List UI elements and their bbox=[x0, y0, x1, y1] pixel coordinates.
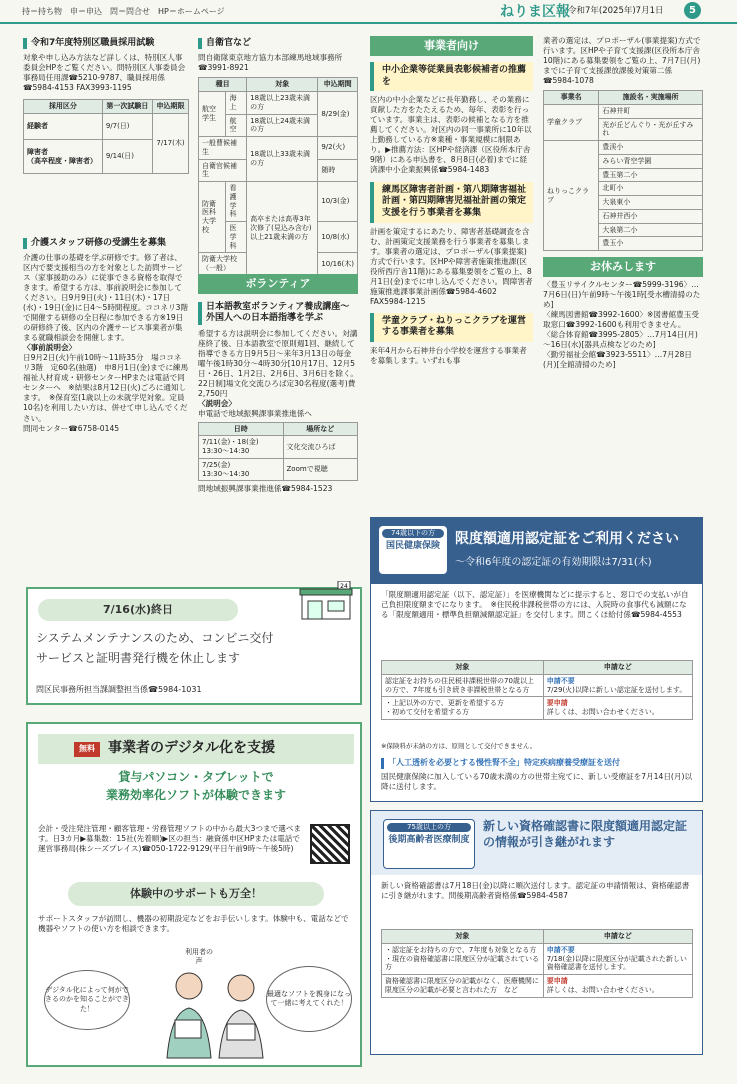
table-header: 申込期間 bbox=[318, 78, 358, 92]
table-cell: 豊渓小 bbox=[599, 141, 703, 155]
nihongo-body: 希望する方は説明会に参加してください。対講座終了後、日本語教室で原則週1回、継続して指導できる方日9月5日～来年3月13日の毎金曜午後1時30分～4時30分[10月17日、12月5日・26日、1月2日、2月6日、3月6日を除く。22日制]場文化交流ひろば定30名程度(選考)費2,750円 bbox=[198, 328, 358, 398]
cell-heading: 要申請 bbox=[546, 977, 568, 985]
digital-section bbox=[26, 722, 362, 1067]
koki-title: 新しい資格確認書に限度額適用認定証の情報が引き継がれます bbox=[483, 819, 688, 849]
support-title: 体験中のサポートも万全！ bbox=[68, 882, 324, 906]
nihongo-sub: 〈説明会〉 bbox=[198, 398, 236, 408]
cell-heading: 申請不要 bbox=[546, 945, 575, 954]
bizsupport-body: 区内の中小企業などに長年勤務し、その業務に貢献した方をたたえるため、毎年、表彰を行っています。事業主は、表彰の候補となる方を推薦してください。対区内の同一事業所に10年以上勤務している方※業種・事業規模に制限あり。▶推薦方法：区HPや経済課（区役所本庁舎9階）にある申込書を、8月8日(必着)までに経済課中小企業振興係☎5984-1483 bbox=[370, 95, 532, 175]
voice-bubble-1: デジタル化によって何ができるのかを知ることができた！ bbox=[44, 970, 130, 1030]
table-cell: 障害者 （高卒程度・障害者） bbox=[24, 140, 103, 174]
page-number: 5 bbox=[684, 2, 701, 19]
table-cell: 看護学科 bbox=[226, 182, 247, 222]
table-header: 採用区分 bbox=[24, 100, 103, 114]
table-cell bbox=[543, 697, 692, 720]
table-cell: 10/16(木) bbox=[318, 253, 358, 276]
table-cell: 一般曹候補生 bbox=[199, 137, 247, 160]
volunteer-heading: ボランティア bbox=[198, 274, 358, 294]
convenience-store-icon bbox=[298, 581, 354, 621]
table-cell bbox=[543, 674, 692, 697]
table-cell: 石神井町 bbox=[599, 104, 703, 118]
conv-line2: サービスと証明書発行機を休止します bbox=[36, 651, 241, 665]
table-header: 事業名 bbox=[544, 91, 599, 105]
cell-text: 詳しくは、お問い合わせください。 bbox=[546, 708, 659, 716]
table-cell: 随時 bbox=[318, 159, 358, 182]
holiday-heading: お休みします bbox=[543, 257, 703, 277]
nihongo-apply: 申電話で地域振興課事業推進係へ bbox=[198, 408, 312, 418]
club-body-cont: 業者の選定は、プロポーザル(事業提案)方式で行います。区HPや子育て支援課(区役所本庁舎10階)にある募集要領をご覧の上、7月7日(月)までに子育て支援課放課後対策第二係☎5984-1078 bbox=[543, 36, 701, 86]
table-cell: 10/3(金) bbox=[318, 182, 358, 222]
cell-heading: 申請不要 bbox=[546, 676, 575, 685]
kokuho-body2: 国民健康保険に加入している70歳未満の方の世帯主宛てに、新しい受療証を7月14日(月)以降に送付します。 bbox=[381, 772, 693, 792]
table-cell: 大泉東小 bbox=[599, 196, 703, 210]
table-header: 対象 bbox=[382, 661, 544, 675]
table-cell: 18歳以上23歳未満の方 bbox=[247, 92, 318, 115]
business-heading: 事業者向け bbox=[370, 36, 533, 56]
digital-title: 事業者のデジタル化を支援 bbox=[108, 740, 276, 756]
care-sub: 〈事前説明会〉 bbox=[23, 343, 77, 353]
table-cell: 10/8(水) bbox=[318, 222, 358, 253]
table-header: 第一次試験日 bbox=[102, 100, 152, 114]
table-cell: 認定証をお持ちの住民税非課税世帯の70歳以上の方で、7年度も引き続き非課税世帯となる方 bbox=[382, 674, 544, 697]
badge-age: 74歳以下の方 bbox=[382, 529, 444, 538]
section-title: 日本語教室ボランティア養成講座～外国人への日本語指導を学ぶ bbox=[198, 302, 358, 325]
section-title: 学童クラブ・ねりっこクラブを運営する事業者を募集 bbox=[370, 313, 533, 342]
table-header: 申請など bbox=[543, 930, 692, 944]
newsletter-brand: ねりま区報 bbox=[500, 4, 570, 20]
digital-sub1: 貸与パソコン・タブレットで bbox=[118, 770, 274, 784]
plan-body: 計画を策定するにあたり、障害者基礎調査を含む、計画策定支援業務を行う事業者を募集します。事業者の選定は、プロポーザル(事業提案)方式で行います。区HPや障害者施策推進課(区役所西庁舎11階)にある募集要領をご覧の上、8月1日(金)までに申し込んでください。問障害者施策推進課事業計画係☎5984-4602 FAX5984-1215 bbox=[370, 226, 533, 306]
store-sign-label: 24 bbox=[340, 583, 348, 590]
table-cell bbox=[543, 975, 692, 998]
table-cell: 防衛大学校（一般） bbox=[199, 253, 247, 276]
table-cell: 7/17(木) bbox=[152, 114, 188, 174]
support-body: サポートスタッフが訪問し、機器の初期設定などをお手伝いします。体験中も、電話などで機器やソフトの使い方を相談できます。 bbox=[38, 914, 349, 934]
table-cell: ・認定証をお持ちの方で、7年度も対象となる方 ・現在の資格確認書に限度区分が記載されている方 bbox=[382, 943, 544, 974]
conv-line1: システムメンテナンスのため、コンビニ交付 bbox=[36, 631, 274, 645]
koki-table bbox=[381, 929, 693, 998]
table-header: 申請など bbox=[543, 661, 692, 675]
table-header: 施設名・実施場所 bbox=[599, 91, 703, 105]
table-cell: 北町小 bbox=[599, 182, 703, 196]
kokuho-subtitle: ～令和6年度の認定証の有効期限は7/31(木) bbox=[455, 557, 652, 568]
koki-section bbox=[370, 810, 703, 1055]
koki-badge bbox=[383, 819, 475, 869]
table-cell: 航空 bbox=[226, 114, 247, 137]
table-cell: 高卒または高専3年次修了(見込み含む)以上21歳未満の方 bbox=[247, 182, 318, 276]
recruit-table bbox=[23, 99, 189, 174]
club-body: 来年4月から石神井台小学校を運営する事業者を募集します。いずれも事 bbox=[370, 346, 527, 366]
section-title: 介護スタッフ研修の受講生を募集 bbox=[23, 238, 189, 249]
kokuho-note: ※保険料が未納の方は、原則として交付できません。 bbox=[381, 742, 537, 750]
table-cell: 資格確認書に限度区分の記載がなく、医療機関に限度区分の記載が必要と言われた方 など bbox=[382, 975, 544, 998]
table-cell: 航空学生 bbox=[199, 92, 226, 137]
kokuho-badge bbox=[379, 526, 447, 574]
recruit-body: 対象や申し込み方法など詳しくは、特別区人事委員会HPをご覧ください。問特別区人事委員会事務局任用課☎5210-9787、職員採用係☎5984-4153 FAX3993-1195 bbox=[23, 53, 186, 93]
table-cell: 9/7(日) bbox=[102, 114, 152, 140]
table-cell: 医学科 bbox=[226, 222, 247, 253]
table-cell: ・上記以外の方で、更新を希望する方 ・初めて交付を希望する方 bbox=[382, 697, 544, 720]
table-cell: 豊玉第二小 bbox=[599, 168, 703, 182]
nihongo-table bbox=[198, 422, 358, 482]
table-cell: 18歳以上24歳未満の方 bbox=[247, 114, 318, 137]
sdf-body: 問自衛隊東京地方協力本部練馬地域事務所☎3991-8921 bbox=[198, 53, 343, 73]
col4-section bbox=[543, 36, 703, 370]
free-badge: 無料 bbox=[74, 742, 100, 757]
table-cell bbox=[543, 943, 692, 974]
nihongo-contact: 問地域振興課事業推進係☎5984-1523 bbox=[198, 484, 333, 494]
table-cell: 18歳以上33歳未満の方 bbox=[247, 137, 318, 182]
people-illustration-icon bbox=[153, 950, 277, 1060]
table-cell: 学童クラブ bbox=[544, 104, 599, 140]
badge-label: 後期高齢者医療制度 bbox=[388, 835, 470, 846]
table-header: 日時 bbox=[199, 422, 284, 436]
table-cell: Zoomで視聴 bbox=[283, 458, 357, 481]
nihongo-section bbox=[198, 302, 358, 494]
club-table bbox=[543, 90, 703, 251]
table-cell: 9/2(火) bbox=[318, 137, 358, 160]
care-body2: 日9月2日(火)午前10時～11時35分 場ココネリ3階 定60名(抽選) 申8月1日(金)までに練馬福祉人材育成・研修センターHPまたは電話で同センターへ ※結果は8月12日(火)ごろに通知します。 ※保育室(1歳以上の未就学児対象。定員10名)を利用したい方は、併せて申し込んでください。 bbox=[23, 353, 189, 423]
kokuho-blue-heading: 「人工透析を必要とする慢性腎不全」特定疾病療養受療証を送付 bbox=[381, 758, 620, 769]
table-cell: 自衛官候補生 bbox=[199, 159, 247, 182]
table-header: 種目 bbox=[199, 78, 247, 92]
kokuho-title: 限度額適用認定証をご利用ください bbox=[455, 531, 679, 547]
sdf-table bbox=[198, 77, 358, 276]
sdf-section bbox=[198, 38, 358, 276]
section-title: 令和7年度特別区職員採用試験 bbox=[23, 38, 189, 49]
table-cell: 7/11(金)・18(金) 13:30～14:30 bbox=[199, 436, 284, 459]
cell-text: 7/29(火)以降に新しい認定証を送付します。 bbox=[546, 685, 687, 694]
issue-date: 令和7年(2025年)7月1日 bbox=[568, 6, 664, 16]
koki-body: 新しい資格確認書は7月18日(金)以降に順次送付します。認定証の申請情報は、資格確認書に引き継がれます。問後期高齢者資格係☎5984-4587 bbox=[381, 881, 690, 901]
care-body: 介護の仕事の基礎を学ぶ研修です。修了者は、区内で要支援相当の方を対象とした訪問サービス（家事援助のみ）に従事できる資格を取得できます。希望する方は、事前説明会に参加してください。日9月9日(火)・11日(木)・17日(水)・19日(金)に日4～5時間程度。ココネリ3階で開催する研修の全日程に参加できる方※19日の研修終了後、区内の介護サービス事業者が集まる就職相談会を開催します。 bbox=[23, 253, 189, 343]
qr-code-icon[interactable] bbox=[310, 824, 350, 864]
table-cell: 経験者 bbox=[24, 114, 103, 140]
icon-legend: 持＝持ち物 申＝申込 問＝問合せ HP＝ホームページ bbox=[22, 7, 225, 16]
table-header: 場所など bbox=[283, 422, 357, 436]
badge-label: 国民健康保険 bbox=[385, 541, 440, 552]
section-title: 自衛官など bbox=[198, 38, 358, 49]
table-cell: 防衛医科大学校 bbox=[199, 182, 226, 253]
digital-body: 会計・受注発注管理・顧客管理・労務管理ソフトの中から最大3つまで選べます。日3カ月▶募集数：15社(先着順)▶区の担当：融資係申区HPまたは電話で運営事務局(株シーズプレイス)☎050-1722-9129(平日午前9時～午後5時) bbox=[38, 824, 302, 854]
kokuho-table bbox=[381, 660, 693, 720]
cell-heading: 要申請 bbox=[546, 699, 568, 708]
col3-section bbox=[370, 62, 533, 366]
recruit-section bbox=[23, 38, 189, 174]
conv-badge: 7/16(水)終日 bbox=[38, 599, 238, 621]
cell-text: 詳しくは、お問い合わせください。 bbox=[546, 985, 659, 994]
voice-bubble-2: 最適なソフトを親身になって一緒に考えてくれた！ bbox=[266, 966, 352, 1032]
section-title: 練馬区障害者計画・第八期障害福祉計画・第四期障害児福祉計画の策定支援を行う事業者を募集 bbox=[370, 182, 533, 223]
holiday-body: 〈豊玉リサイクルセンター☎5999-3196〉…7月6日(日)午前9時～午後1時[受水槽清掃のため] 〈練馬図書館☎3992-1600〉※図書館豊玉受取窓口☎3992-1600も利用できません。 〈総合体育館☎3995-2805〉…7月14日(月)～16日(水)[器具点検などのため] 〈勤労福祉会館☎3923-5511〉…7月28日(月)[全館清掃のため] bbox=[543, 280, 701, 370]
table-cell: 海上 bbox=[226, 92, 247, 115]
badge-age: 75歳以上の方 bbox=[387, 823, 471, 832]
conv-notice bbox=[26, 583, 362, 705]
table-cell: 石神井西小 bbox=[599, 209, 703, 223]
table-header: 申込期限 bbox=[152, 100, 188, 114]
section-title: 中小企業等従業員表彰候補者の推薦を bbox=[370, 62, 533, 91]
table-header: 対象 bbox=[247, 78, 318, 92]
kokuho-section bbox=[370, 517, 703, 802]
table-cell: 9/14(日) bbox=[102, 140, 152, 174]
user-voice-label: 利用者の声 bbox=[185, 948, 213, 966]
care-contact: 問同センター☎6758-0145 bbox=[23, 423, 120, 433]
table-cell: 豊玉小 bbox=[599, 237, 703, 251]
table-cell: 大泉第二小 bbox=[599, 223, 703, 237]
table-cell: ねりっこクラブ bbox=[544, 141, 599, 251]
table-cell: みらい青空学園 bbox=[599, 154, 703, 168]
conv-contact: 問区民事務所担当課調整担当係☎5984-1031 bbox=[36, 685, 202, 694]
kokuho-body: 「限度額適用認定証（以下、認定証）」を医療機関などに提示すると、窓口での支払いが自己負担限度額までになります。 ※住民税非課税世帯の方には、入院時の食事代も減額になる「限度額適用・標準負担額減額認定証」を交付します。問こくほ給付係☎5984-4553 bbox=[381, 590, 689, 620]
cell-text: 7/18(金)以降に限度区分が記載された新しい資格確認書を送付します。 bbox=[546, 954, 687, 972]
table-cell: 光が丘どんぐり・光が丘すみれ bbox=[599, 118, 703, 141]
care-section bbox=[23, 238, 189, 434]
table-cell: 8/29(金) bbox=[318, 92, 358, 137]
table-cell: 7/25(金) 13:30～14:30 bbox=[199, 458, 284, 481]
table-header: 対象 bbox=[382, 930, 544, 944]
digital-sub2: 業務効率化ソフトが体験できます bbox=[105, 788, 286, 802]
table-cell: 文化交流ひろば bbox=[283, 436, 357, 459]
